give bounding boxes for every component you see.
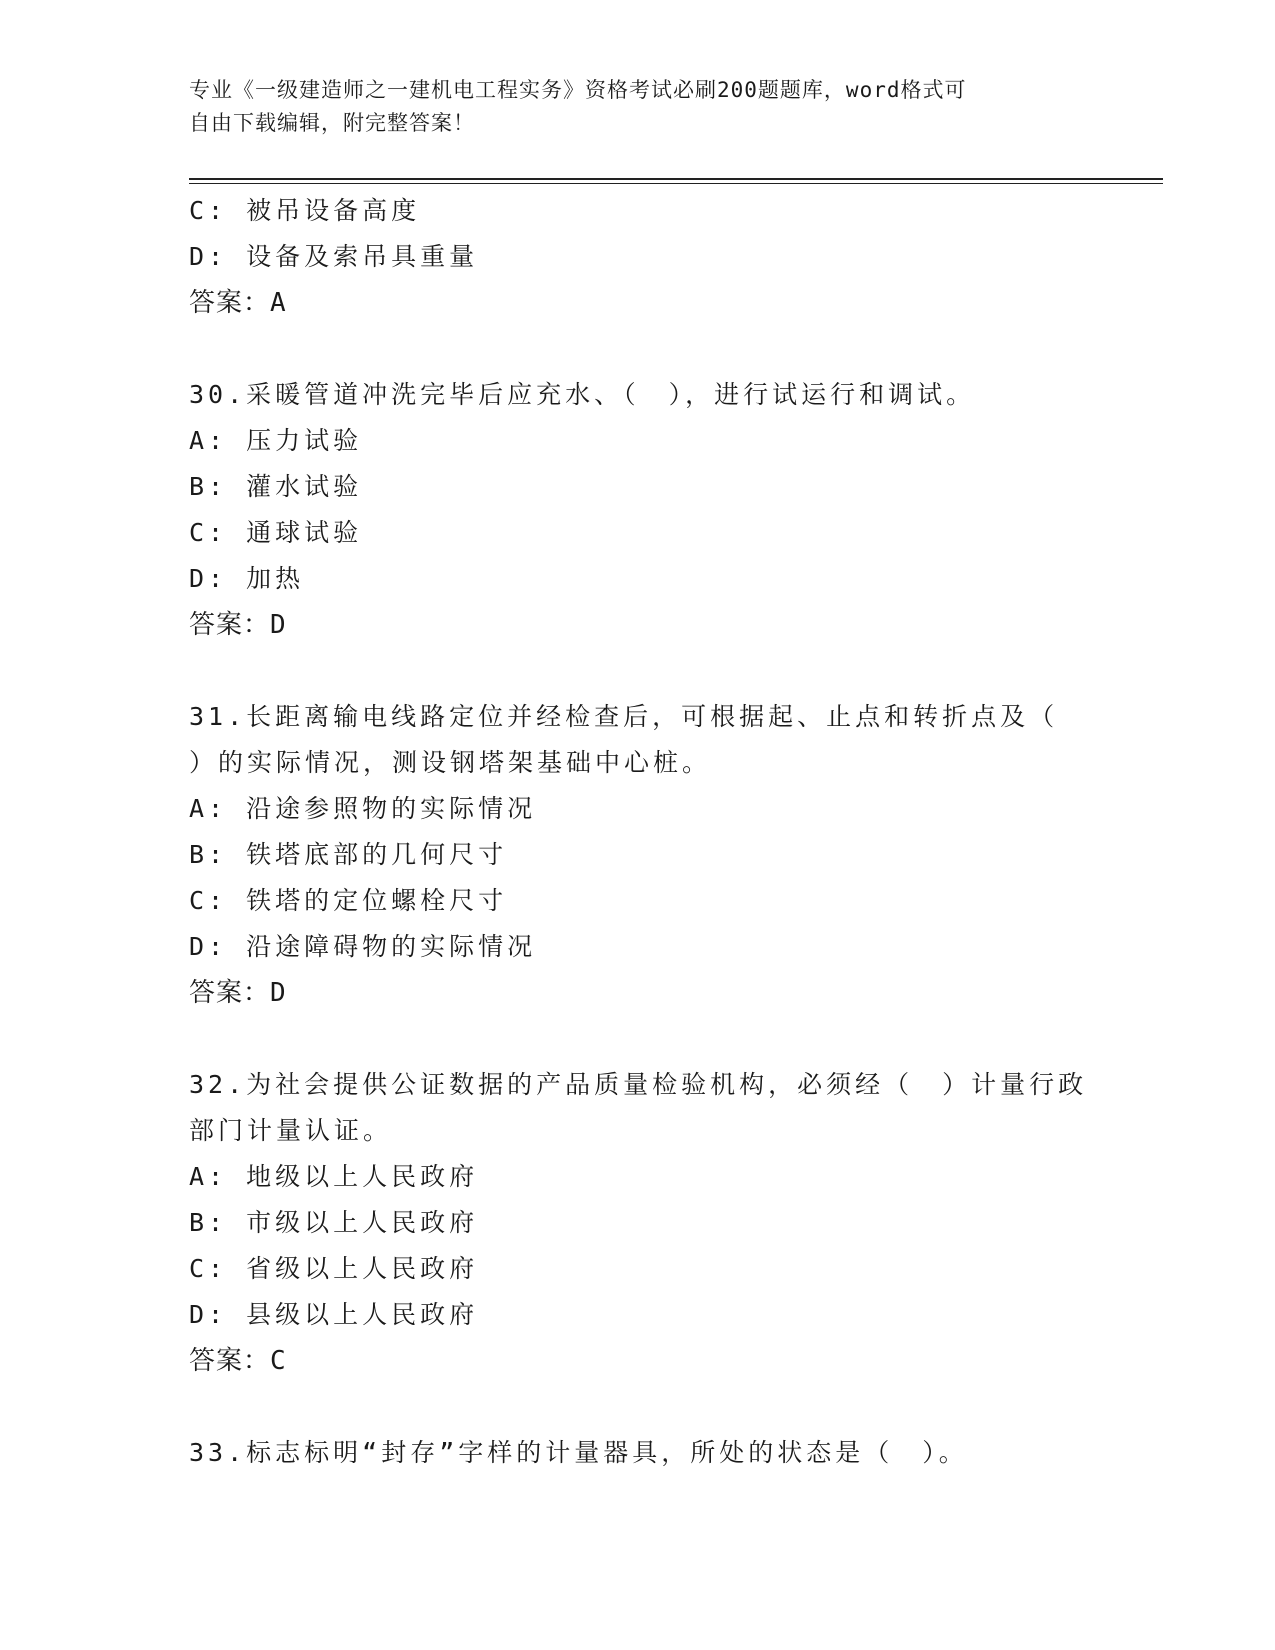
- question-31: [189, 694, 1119, 1016]
- option-c: C: 通球试验: [189, 518, 363, 547]
- question-32: [189, 1062, 1119, 1384]
- document-header: [189, 74, 1069, 140]
- option-d: D: 沿途障碍物的实际情况: [189, 932, 537, 961]
- option-a: A: 压力试验: [189, 426, 363, 455]
- header-line-1: 专业《一级建造师之一建机电工程实务》资格考试必刷200题题库，word格式可: [189, 78, 967, 102]
- answer-line: 答案：D: [189, 610, 287, 640]
- header-line-2: 自由下载编辑，附完整答案！: [189, 111, 475, 135]
- spacer: [189, 1016, 1119, 1062]
- question-content: [189, 188, 1119, 1476]
- question-33: [189, 1430, 1119, 1476]
- question-text-continued: 部门计量认证。: [189, 1116, 393, 1145]
- option-d: D: 县级以上人民政府: [189, 1300, 479, 1329]
- spacer: [189, 1384, 1119, 1430]
- option-d: D: 设备及索吊具重量: [189, 242, 479, 271]
- question-30: [189, 372, 1119, 648]
- answer-line: 答案：D: [189, 978, 287, 1008]
- option-d: D: 加热: [189, 564, 305, 593]
- question-text: 30.采暖管道冲洗完毕后应充水、（ ），进行试运行和调试。: [189, 380, 976, 409]
- option-c: C: 被吊设备高度: [189, 196, 421, 225]
- question-text: 33.标志标明“封存”字样的计量器具，所处的状态是（ ）。: [189, 1438, 968, 1467]
- option-a: A: 地级以上人民政府: [189, 1162, 479, 1191]
- option-b: B: 铁塔底部的几何尺寸: [189, 840, 508, 869]
- question-text-continued: ）的实际情况，测设钢塔架基础中心桩。: [189, 748, 712, 777]
- answer-line: 答案：A: [189, 288, 287, 318]
- spacer: [189, 648, 1119, 694]
- question-text: 31.长距离输电线路定位并经检查后，可根据起、止点和转折点及（: [189, 702, 1059, 731]
- answer-line: 答案：C: [189, 1346, 287, 1376]
- previous-question-tail: [189, 188, 1119, 326]
- spacer: [189, 326, 1119, 372]
- option-a: A: 沿途参照物的实际情况: [189, 794, 537, 823]
- header-rule-thick: [189, 178, 1163, 180]
- option-c: C: 铁塔的定位螺栓尺寸: [189, 886, 508, 915]
- question-text: 32.为社会提供公证数据的产品质量检验机构，必须经（ ）计量行政: [189, 1070, 1088, 1099]
- header-rule-thin: [189, 183, 1163, 184]
- option-b: B: 市级以上人民政府: [189, 1208, 479, 1237]
- option-b: B: 灌水试验: [189, 472, 363, 501]
- option-c: C: 省级以上人民政府: [189, 1254, 479, 1283]
